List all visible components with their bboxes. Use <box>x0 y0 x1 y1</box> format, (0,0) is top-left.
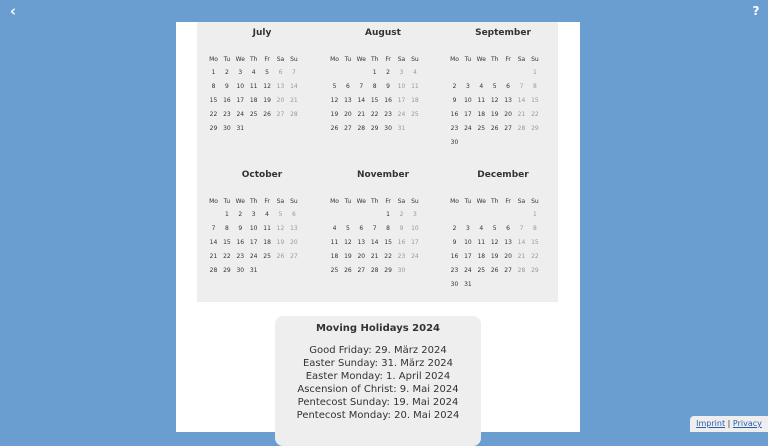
day-cell: 19 <box>276 239 285 246</box>
day-cell: 6 <box>506 83 510 90</box>
day-cell: 28 <box>290 111 298 118</box>
day-cell: 24 <box>411 253 419 260</box>
day-cell: 16 <box>384 97 392 104</box>
back-icon[interactable]: ‹ <box>9 2 17 20</box>
day-cell: 22 <box>384 253 392 260</box>
weekday-header: Th <box>249 56 258 63</box>
day-cell: 24 <box>397 111 406 118</box>
day-cell: 21 <box>517 111 526 118</box>
day-cell: 5 <box>332 83 337 90</box>
day-cell: 14 <box>209 239 218 246</box>
day-cell: 28 <box>357 125 366 132</box>
day-cell: 17 <box>397 97 406 104</box>
footer-links <box>690 416 768 432</box>
day-cell: 3 <box>238 69 243 76</box>
page-content <box>176 22 580 432</box>
day-cell: 28 <box>517 267 526 274</box>
day-cell: 9 <box>399 225 404 232</box>
weekday-header: Sa <box>517 56 526 63</box>
day-cell: 29 <box>209 125 218 132</box>
day-cell: 15 <box>223 239 231 246</box>
day-cell: 4 <box>479 83 484 90</box>
weekday-header: Mo <box>450 198 459 205</box>
day-cell: 20 <box>276 97 285 104</box>
month-november <box>328 164 438 294</box>
day-cell: 7 <box>519 225 524 232</box>
day-cell: 26 <box>490 267 499 274</box>
holiday-item: Ascension of Christ: 9. Mai 2024 <box>297 384 459 395</box>
day-cell: 16 <box>450 111 459 118</box>
day-cell: 19 <box>490 253 499 260</box>
weekday-header: Fr <box>385 198 391 205</box>
day-cell: 26 <box>490 125 499 132</box>
day-cell: 11 <box>249 83 258 90</box>
day-cell: 10 <box>411 225 419 232</box>
day-cell: 30 <box>384 125 392 132</box>
weekday-header: Sa <box>397 198 406 205</box>
day-cell: 31 <box>236 125 245 132</box>
day-cell: 18 <box>411 97 419 104</box>
day-cell: 19 <box>263 97 271 104</box>
day-cell: 13 <box>504 97 512 104</box>
month-september <box>448 22 558 152</box>
day-cell: 29 <box>531 125 539 132</box>
weekday-header: Mo <box>450 56 459 63</box>
day-cell: 17 <box>464 111 472 118</box>
day-cell: 26 <box>263 111 271 118</box>
day-cell: 19 <box>330 111 339 118</box>
weekday-header: Sa <box>397 56 406 63</box>
day-cell: 22 <box>370 111 379 118</box>
weekday-header: Fr <box>264 198 270 205</box>
day-cell: 22 <box>531 253 539 260</box>
day-cell: 15 <box>531 97 539 104</box>
holiday-item: Easter Monday: 1. April 2024 <box>305 371 451 382</box>
day-cell: 29 <box>384 267 392 274</box>
day-cell: 15 <box>209 97 218 104</box>
day-cell: 7 <box>372 225 377 232</box>
day-cell: 10 <box>464 239 472 246</box>
day-cell: 7 <box>359 83 364 90</box>
day-cell: 24 <box>464 125 472 132</box>
weekday-header: Su <box>531 198 539 205</box>
day-cell: 25 <box>477 267 486 274</box>
weekday-header: Tu <box>464 198 472 205</box>
day-cell: 13 <box>357 239 366 246</box>
day-cell: 8 <box>386 225 390 232</box>
day-cell: 27 <box>504 125 512 132</box>
day-cell: 16 <box>450 253 459 260</box>
day-cell: 23 <box>450 125 459 132</box>
day-cell: 25 <box>477 125 486 132</box>
weekday-header: We <box>235 56 245 63</box>
day-cell: 9 <box>224 83 229 90</box>
weekday-header: Fr <box>385 56 391 63</box>
day-cell: 12 <box>330 97 339 104</box>
day-cell: 21 <box>517 253 526 260</box>
weekday-header: We <box>476 56 486 63</box>
weekday-header: Su <box>531 56 539 63</box>
day-cell: 15 <box>384 239 392 246</box>
day-cell: 3 <box>412 211 417 218</box>
day-cell: 9 <box>452 97 457 104</box>
day-cell: 11 <box>330 239 339 246</box>
day-cell: 3 <box>399 69 404 76</box>
day-cell: 27 <box>276 111 285 118</box>
day-cell: 20 <box>357 253 366 260</box>
day-cell: 20 <box>344 111 352 118</box>
weekday-header: We <box>476 198 486 205</box>
day-cell: 26 <box>330 125 339 132</box>
month-december <box>448 164 558 294</box>
day-cell: 8 <box>211 83 216 90</box>
weekday-header: Sa <box>276 56 285 63</box>
day-cell: 25 <box>330 267 339 274</box>
day-cell: 13 <box>344 97 352 104</box>
day-cell: 24 <box>249 253 258 260</box>
day-cell: 10 <box>249 225 258 232</box>
day-cell: 31 <box>397 125 406 132</box>
day-cell: 11 <box>411 83 419 90</box>
day-cell: 25 <box>411 111 419 118</box>
day-cell: 30 <box>223 125 231 132</box>
holiday-item: Good Friday: 29. März 2024 <box>309 345 447 356</box>
day-cell: 22 <box>531 111 539 118</box>
day-cell: 9 <box>452 239 457 246</box>
day-cell: 4 <box>412 69 417 76</box>
day-cell: 12 <box>263 83 271 90</box>
day-cell: 28 <box>209 267 218 274</box>
weekday-header: Tu <box>464 56 472 63</box>
day-cell: 25 <box>263 253 271 260</box>
day-cell: 1 <box>532 69 537 76</box>
day-cell: 1 <box>386 211 390 218</box>
weekday-header: Tu <box>223 56 231 63</box>
weekday-header: Mo <box>209 198 218 205</box>
footer-separator: | <box>727 419 731 428</box>
day-cell: 2 <box>386 69 390 76</box>
weekday-header: Su <box>290 198 298 205</box>
day-cell: 11 <box>477 97 486 104</box>
day-cell: 8 <box>532 225 537 232</box>
day-cell: 29 <box>370 125 379 132</box>
day-cell: 9 <box>238 225 243 232</box>
month-title: December <box>477 170 529 180</box>
day-cell: 14 <box>290 83 298 90</box>
day-cell: 28 <box>370 267 379 274</box>
day-cell: 26 <box>276 253 285 260</box>
day-cell: 4 <box>251 69 256 76</box>
weekday-header: Sa <box>276 198 285 205</box>
day-cell: 4 <box>332 225 337 232</box>
day-cell: 28 <box>517 125 526 132</box>
day-cell: 6 <box>359 225 364 232</box>
day-cell: 23 <box>223 111 231 118</box>
weekday-header: Sa <box>517 198 526 205</box>
day-cell: 16 <box>397 239 406 246</box>
day-cell: 17 <box>249 239 258 246</box>
weekday-header: Fr <box>505 198 511 205</box>
day-cell: 21 <box>209 253 218 260</box>
day-cell: 14 <box>517 97 526 104</box>
day-cell: 2 <box>399 211 404 218</box>
day-cell: 24 <box>236 111 245 118</box>
holiday-item: Pentecost Sunday: 19. Mai 2024 <box>297 397 459 408</box>
privacy-link[interactable]: Privacy <box>732 419 762 428</box>
holiday-item: Easter Sunday: 31. März 2024 <box>302 358 454 369</box>
day-cell: 18 <box>249 97 258 104</box>
month-july <box>207 22 317 152</box>
day-cell: 2 <box>224 69 229 76</box>
day-cell: 15 <box>370 97 379 104</box>
day-cell: 27 <box>344 125 352 132</box>
weekday-header: Mo <box>330 198 339 205</box>
weekday-header: We <box>356 198 366 205</box>
moving-holidays-box <box>275 316 481 446</box>
day-cell: 27 <box>290 253 298 260</box>
day-cell: 29 <box>531 267 539 274</box>
day-cell: 27 <box>357 267 366 274</box>
weekday-header: We <box>356 56 366 63</box>
day-cell: 23 <box>397 253 406 260</box>
day-cell: 6 <box>291 211 296 218</box>
weekday-header: Su <box>411 198 419 205</box>
day-cell: 14 <box>517 239 526 246</box>
weekday-header: Fr <box>505 56 511 63</box>
day-cell: 7 <box>211 225 216 232</box>
day-cell: 1 <box>211 69 216 76</box>
day-cell: 18 <box>263 239 271 246</box>
day-cell: 5 <box>345 225 350 232</box>
day-cell: 23 <box>384 111 392 118</box>
weekday-header: Tu <box>344 56 352 63</box>
weekday-header: Tu <box>344 198 352 205</box>
day-cell: 10 <box>397 83 406 90</box>
day-cell: 7 <box>291 69 296 76</box>
day-cell: 16 <box>223 97 231 104</box>
day-cell: 13 <box>276 83 285 90</box>
weekday-header: Th <box>370 198 379 205</box>
day-cell: 5 <box>492 83 497 90</box>
top-bar <box>0 0 768 22</box>
day-cell: 30 <box>236 267 245 274</box>
day-cell: 8 <box>532 83 537 90</box>
day-cell: 1 <box>372 69 377 76</box>
day-cell: 26 <box>344 267 352 274</box>
day-cell: 25 <box>249 111 258 118</box>
weekday-header: Th <box>249 198 258 205</box>
calendar-grid <box>197 22 558 302</box>
day-cell: 2 <box>238 211 243 218</box>
month-title: July <box>252 28 272 38</box>
day-cell: 22 <box>209 111 218 118</box>
day-cell: 10 <box>236 83 245 90</box>
day-cell: 15 <box>531 239 539 246</box>
day-cell: 2 <box>452 225 457 232</box>
day-cell: 11 <box>263 225 271 232</box>
day-cell: 31 <box>464 281 472 288</box>
day-cell: 3 <box>251 211 256 218</box>
month-october <box>207 164 317 294</box>
day-cell: 5 <box>265 69 269 76</box>
day-cell: 13 <box>290 225 298 232</box>
day-cell: 9 <box>386 83 390 90</box>
day-cell: 7 <box>519 83 524 90</box>
day-cell: 1 <box>224 211 229 218</box>
day-cell: 21 <box>357 111 366 118</box>
day-cell: 18 <box>477 111 486 118</box>
day-cell: 23 <box>236 253 245 260</box>
day-cell: 18 <box>477 253 486 260</box>
month-title: October <box>241 170 283 180</box>
day-cell: 23 <box>450 267 459 274</box>
day-cell: 21 <box>290 97 298 104</box>
weekday-header: Th <box>490 198 499 205</box>
day-cell: 17 <box>464 253 472 260</box>
day-cell: 11 <box>477 239 486 246</box>
day-cell: 12 <box>276 225 285 232</box>
weekday-header: Fr <box>264 56 270 63</box>
imprint-link[interactable]: Imprint <box>696 419 726 428</box>
day-cell: 20 <box>504 253 512 260</box>
day-cell: 31 <box>249 267 258 274</box>
day-cell: 8 <box>372 83 377 90</box>
day-cell: 10 <box>464 97 472 104</box>
day-cell: 17 <box>236 97 245 104</box>
day-cell: 14 <box>370 239 379 246</box>
day-cell: 6 <box>506 225 510 232</box>
month-title: September <box>475 28 531 38</box>
day-cell: 30 <box>450 139 459 146</box>
day-cell: 3 <box>465 83 470 90</box>
day-cell: 22 <box>223 253 231 260</box>
weekday-header: Tu <box>223 198 231 205</box>
day-cell: 8 <box>224 225 229 232</box>
day-cell: 24 <box>464 267 472 274</box>
day-cell: 1 <box>532 211 537 218</box>
weekday-header: Mo <box>330 56 339 63</box>
weekday-header: Mo <box>209 56 218 63</box>
holiday-item: Pentecost Monday: 20. Mai 2024 <box>296 410 460 421</box>
day-cell: 29 <box>223 267 231 274</box>
month-august <box>328 22 438 152</box>
weekday-header: Su <box>290 56 298 63</box>
day-cell: 27 <box>504 267 512 274</box>
day-cell: 6 <box>278 69 283 76</box>
day-cell: 17 <box>411 239 419 246</box>
month-title: August <box>365 28 401 38</box>
day-cell: 12 <box>490 239 499 246</box>
day-cell: 2 <box>452 83 457 90</box>
day-cell: 12 <box>344 239 352 246</box>
day-cell: 16 <box>236 239 245 246</box>
day-cell: 19 <box>490 111 499 118</box>
day-cell: 20 <box>504 111 512 118</box>
day-cell: 4 <box>265 211 269 218</box>
weekday-header: Th <box>490 56 499 63</box>
day-cell: 6 <box>345 83 350 90</box>
day-cell: 4 <box>479 225 484 232</box>
help-icon[interactable]: ? <box>752 4 760 18</box>
day-cell: 18 <box>330 253 339 260</box>
month-title: November <box>356 170 410 180</box>
weekday-header: We <box>235 198 245 205</box>
moving-holidays-title: Moving Holidays 2024 <box>315 323 440 334</box>
day-cell: 5 <box>278 211 283 218</box>
day-cell: 5 <box>492 225 497 232</box>
day-cell: 3 <box>465 225 470 232</box>
day-cell: 21 <box>370 253 379 260</box>
day-cell: 30 <box>450 281 459 288</box>
weekday-header: Th <box>370 56 379 63</box>
weekday-header: Su <box>411 56 419 63</box>
day-cell: 14 <box>357 97 366 104</box>
day-cell: 13 <box>504 239 512 246</box>
day-cell: 19 <box>344 253 352 260</box>
day-cell: 20 <box>290 239 298 246</box>
day-cell: 30 <box>397 267 406 274</box>
day-cell: 12 <box>490 97 499 104</box>
